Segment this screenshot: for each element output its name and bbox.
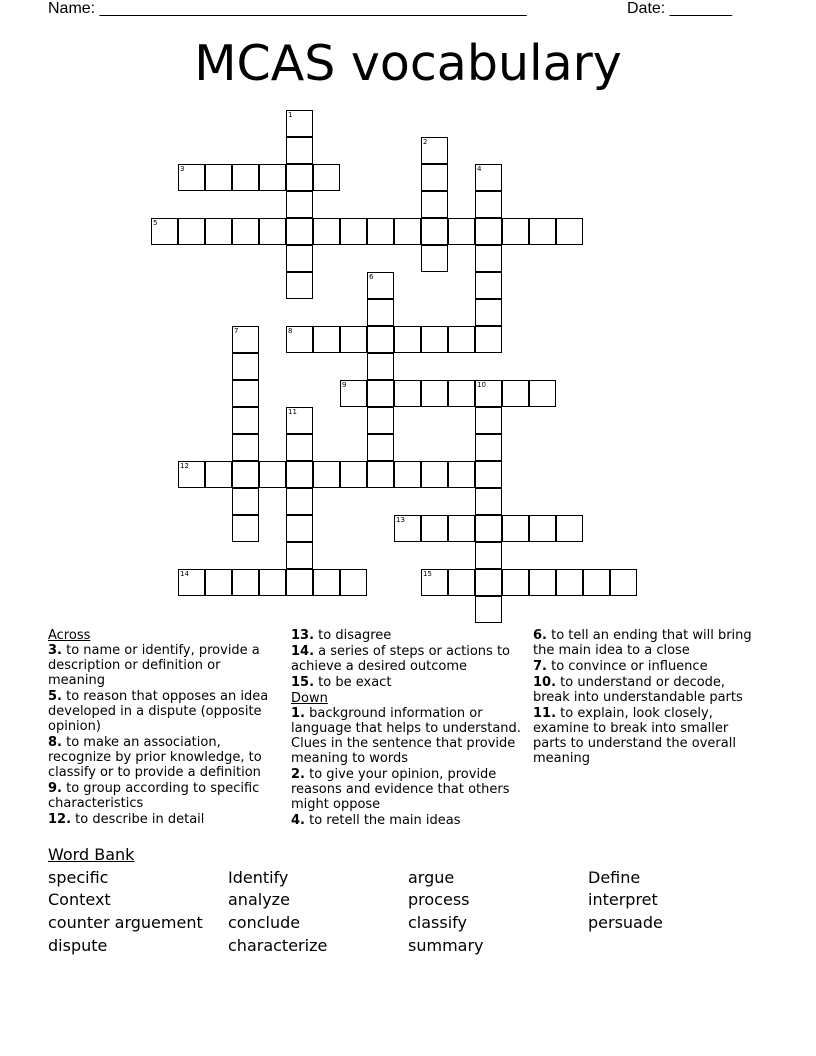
crossword-cell[interactable] bbox=[421, 245, 448, 272]
crossword-cell[interactable] bbox=[232, 515, 259, 542]
cell-number: 7 bbox=[234, 327, 239, 335]
clue-across-3: 3. to name or identify, provide a description or definition or meaning bbox=[48, 643, 260, 688]
crossword-cell[interactable] bbox=[286, 245, 313, 272]
crossword-cell[interactable] bbox=[340, 569, 367, 596]
crossword-cell[interactable] bbox=[286, 326, 313, 353]
cell-number: 6 bbox=[369, 273, 374, 281]
word-bank-item: classify bbox=[408, 913, 467, 932]
crossword-cell[interactable] bbox=[529, 380, 556, 407]
cell-number: 14 bbox=[180, 570, 189, 578]
crossword-cell[interactable] bbox=[421, 515, 448, 542]
crossword-cell[interactable] bbox=[394, 218, 421, 245]
crossword-cell[interactable] bbox=[286, 110, 313, 137]
crossword-cell[interactable] bbox=[448, 218, 475, 245]
crossword-cell[interactable] bbox=[367, 461, 394, 488]
clue-across-8: 8. to make an association, recognize by prior knowledge, to classify or to provide a definition bbox=[48, 735, 262, 780]
date-field-label: Date: _______ bbox=[627, 0, 732, 17]
word-bank-item: counter arguement bbox=[48, 913, 203, 932]
crossword-cell[interactable] bbox=[340, 218, 367, 245]
crossword-cell[interactable] bbox=[232, 407, 259, 434]
crossword-cell[interactable] bbox=[421, 326, 448, 353]
word-bank-item: process bbox=[408, 890, 470, 909]
clue-across-12: 12. to describe in detail bbox=[48, 812, 205, 827]
crossword-cell[interactable] bbox=[313, 164, 340, 191]
clue-across-13: 13. to disagree bbox=[291, 628, 392, 643]
cell-number: 13 bbox=[396, 516, 405, 524]
cell-number: 1 bbox=[288, 111, 293, 119]
crossword-cell[interactable] bbox=[232, 164, 259, 191]
word-bank-item: Define bbox=[588, 868, 641, 887]
crossword-cell[interactable] bbox=[475, 326, 502, 353]
crossword-cell[interactable] bbox=[286, 542, 313, 569]
clue-column-3 bbox=[533, 628, 763, 767]
crossword-cell[interactable] bbox=[367, 272, 394, 299]
word-bank-item: dispute bbox=[48, 936, 108, 955]
crossword-cell[interactable] bbox=[475, 245, 502, 272]
crossword-cell[interactable] bbox=[421, 380, 448, 407]
word-bank-item: analyze bbox=[228, 890, 290, 909]
crossword-cell[interactable] bbox=[529, 218, 556, 245]
crossword-cell[interactable] bbox=[340, 461, 367, 488]
crossword-cell[interactable] bbox=[448, 569, 475, 596]
crossword-cell[interactable] bbox=[259, 461, 286, 488]
word-bank-item: argue bbox=[408, 868, 455, 887]
crossword-cell[interactable] bbox=[205, 218, 232, 245]
clue-across-14: 14. a series of steps or actions to achieve a desired outcome bbox=[291, 644, 510, 674]
crossword-cell[interactable] bbox=[556, 515, 583, 542]
crossword-cell[interactable] bbox=[475, 569, 502, 596]
crossword-cell[interactable] bbox=[367, 353, 394, 380]
crossword-cell[interactable] bbox=[475, 191, 502, 218]
crossword-cell[interactable] bbox=[529, 569, 556, 596]
name-field-label: Name: ________________________________________________ bbox=[48, 0, 527, 17]
cell-number: 10 bbox=[477, 381, 486, 389]
crossword-cell[interactable] bbox=[259, 164, 286, 191]
crossword-cell[interactable] bbox=[367, 380, 394, 407]
crossword-cell[interactable] bbox=[232, 461, 259, 488]
page-title: MCAS vocabulary bbox=[194, 35, 622, 92]
crossword-cell[interactable] bbox=[178, 461, 205, 488]
crossword-cell[interactable] bbox=[421, 191, 448, 218]
word-bank-item: specific bbox=[48, 868, 109, 887]
crossword-cell[interactable] bbox=[340, 326, 367, 353]
crossword-cell[interactable] bbox=[286, 434, 313, 461]
word-bank-item: characterize bbox=[228, 936, 328, 955]
clue-column-2 bbox=[291, 628, 527, 829]
crossword-cell[interactable] bbox=[475, 488, 502, 515]
crossword-cell[interactable] bbox=[556, 218, 583, 245]
crossword-cell[interactable] bbox=[475, 164, 502, 191]
crossword-cell[interactable] bbox=[421, 137, 448, 164]
crossword-cell[interactable] bbox=[286, 461, 313, 488]
cell-number: 9 bbox=[342, 381, 347, 389]
crossword-cell[interactable] bbox=[313, 569, 340, 596]
crossword-cell[interactable] bbox=[232, 218, 259, 245]
crossword-cell[interactable] bbox=[421, 164, 448, 191]
crossword-cell[interactable] bbox=[394, 461, 421, 488]
crossword-cell[interactable] bbox=[394, 380, 421, 407]
clue-down-7: 7. to convince or influence bbox=[533, 659, 708, 674]
clue-across-9: 9. to group according to specific characteristics bbox=[48, 781, 260, 811]
crossword-cell[interactable] bbox=[475, 542, 502, 569]
crossword-cell[interactable] bbox=[286, 407, 313, 434]
crossword-cell[interactable] bbox=[475, 272, 502, 299]
crossword-cell[interactable] bbox=[259, 569, 286, 596]
clue-down-11: 11. to explain, look closely, examine to break into smaller parts to understand the overall meaning bbox=[533, 706, 736, 766]
crossword-cell[interactable] bbox=[232, 569, 259, 596]
crossword-cell[interactable] bbox=[259, 218, 286, 245]
crossword-cell[interactable] bbox=[529, 515, 556, 542]
cell-number: 4 bbox=[477, 165, 482, 173]
crossword-cell[interactable] bbox=[205, 164, 232, 191]
cell-number: 2 bbox=[423, 138, 428, 146]
clue-down-2: 2. to give your opinion, provide reasons and evidence that others might oppose bbox=[291, 767, 510, 812]
crossword-cell[interactable] bbox=[340, 380, 367, 407]
crossword-cell[interactable] bbox=[448, 326, 475, 353]
crossword-cell[interactable] bbox=[421, 569, 448, 596]
word-bank-item: summary bbox=[408, 936, 484, 955]
crossword-cell[interactable] bbox=[367, 434, 394, 461]
crossword-cell[interactable] bbox=[367, 407, 394, 434]
crossword-cell[interactable] bbox=[232, 488, 259, 515]
crossword-cell[interactable] bbox=[313, 326, 340, 353]
crossword-cell[interactable] bbox=[394, 515, 421, 542]
word-bank-title: Word Bank bbox=[48, 845, 135, 864]
crossword-cell[interactable] bbox=[475, 407, 502, 434]
cell-number: 3 bbox=[180, 165, 185, 173]
crossword-cell[interactable] bbox=[286, 191, 313, 218]
crossword-cell[interactable] bbox=[448, 380, 475, 407]
crossword-cell[interactable] bbox=[475, 218, 502, 245]
crossword-cell[interactable] bbox=[448, 461, 475, 488]
crossword-cell[interactable] bbox=[421, 218, 448, 245]
crossword-cell[interactable] bbox=[475, 380, 502, 407]
clue-across-5: 5. to reason that opposes an idea developed in a dispute (opposite opinion) bbox=[48, 689, 269, 734]
crossword-cell[interactable] bbox=[232, 326, 259, 353]
crossword-cell[interactable] bbox=[502, 569, 529, 596]
word-bank bbox=[48, 867, 788, 959]
crossword-cell[interactable] bbox=[475, 434, 502, 461]
crossword-cell[interactable] bbox=[583, 569, 610, 596]
crossword-cell[interactable] bbox=[367, 218, 394, 245]
crossword-cell[interactable] bbox=[232, 434, 259, 461]
word-bank-item: persuade bbox=[588, 913, 663, 932]
crossword-cell[interactable] bbox=[475, 299, 502, 326]
crossword-cell[interactable] bbox=[232, 380, 259, 407]
crossword-cell[interactable] bbox=[367, 326, 394, 353]
crossword-cell[interactable] bbox=[475, 461, 502, 488]
clue-down-10: 10. to understand or decode, break into understandable parts bbox=[533, 675, 743, 705]
crossword-cell[interactable] bbox=[502, 218, 529, 245]
crossword-cell[interactable] bbox=[286, 137, 313, 164]
cell-number: 5 bbox=[153, 219, 158, 227]
crossword-cell[interactable] bbox=[502, 515, 529, 542]
crossword-cell[interactable] bbox=[610, 569, 637, 596]
cell-number: 12 bbox=[180, 462, 189, 470]
crossword-cell[interactable] bbox=[178, 218, 205, 245]
crossword-cell[interactable] bbox=[178, 569, 205, 596]
crossword-cell[interactable] bbox=[421, 461, 448, 488]
clue-down-4: 4. to retell the main ideas bbox=[291, 813, 461, 828]
crossword-cell[interactable] bbox=[286, 488, 313, 515]
crossword-cell[interactable] bbox=[475, 596, 502, 623]
crossword-cell[interactable] bbox=[313, 461, 340, 488]
crossword-cell[interactable] bbox=[394, 326, 421, 353]
crossword-cell[interactable] bbox=[286, 218, 313, 245]
word-bank-item: Context bbox=[48, 890, 111, 909]
cell-number: 11 bbox=[288, 408, 297, 416]
cell-number: 15 bbox=[423, 570, 432, 578]
crossword-cell[interactable] bbox=[313, 218, 340, 245]
crossword-cell[interactable] bbox=[502, 380, 529, 407]
word-bank-item: interpret bbox=[588, 890, 658, 909]
crossword-cell[interactable] bbox=[556, 569, 583, 596]
crossword-cell[interactable] bbox=[151, 218, 178, 245]
across-heading: Across bbox=[48, 628, 91, 643]
word-bank-item: Identify bbox=[228, 868, 289, 887]
word-bank-item: conclude bbox=[228, 913, 301, 932]
down-heading: Down bbox=[291, 691, 328, 706]
clue-down-6: 6. to tell an ending that will bring the main idea to a close bbox=[533, 628, 752, 658]
clue-down-1: 1. background information or language that helps to understand. Clues in the sentence that provide meaning to words bbox=[291, 706, 521, 766]
crossword-cell[interactable] bbox=[367, 299, 394, 326]
crossword-cell[interactable] bbox=[475, 515, 502, 542]
cell-number: 8 bbox=[288, 327, 293, 335]
crossword-cell[interactable] bbox=[205, 569, 232, 596]
clue-column-1 bbox=[48, 628, 276, 828]
crossword-cell[interactable] bbox=[286, 515, 313, 542]
clue-across-15: 15. to be exact bbox=[291, 675, 392, 690]
crossword-cell[interactable] bbox=[286, 569, 313, 596]
crossword-cell[interactable] bbox=[448, 515, 475, 542]
crossword-cell[interactable] bbox=[286, 272, 313, 299]
crossword-cell[interactable] bbox=[286, 164, 313, 191]
crossword-cell[interactable] bbox=[205, 461, 232, 488]
crossword-cell[interactable] bbox=[178, 164, 205, 191]
crossword-cell[interactable] bbox=[232, 353, 259, 380]
